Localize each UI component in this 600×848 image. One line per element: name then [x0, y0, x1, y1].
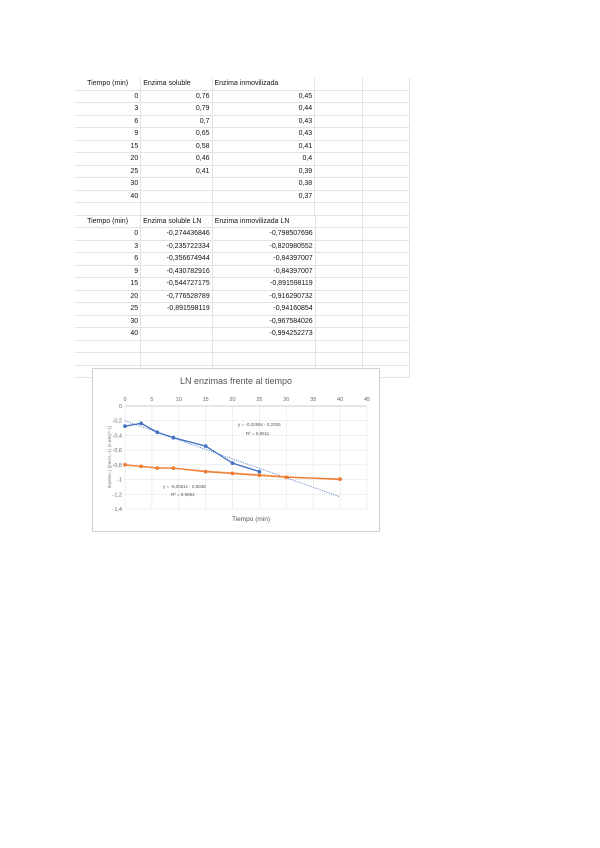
cell[interactable] [315, 128, 362, 141]
cell[interactable]: Tiempo (min) [75, 216, 141, 228]
cell[interactable] [315, 253, 362, 266]
x-tick-label: 25 [256, 397, 263, 403]
cell[interactable]: 6 [75, 115, 141, 128]
cell[interactable] [362, 290, 409, 303]
cell[interactable] [315, 228, 362, 241]
cell[interactable] [315, 78, 362, 90]
data-point [284, 475, 288, 479]
cell[interactable] [141, 315, 213, 328]
cell[interactable]: 30 [75, 315, 141, 328]
table-row [75, 315, 410, 328]
table-row [75, 228, 410, 241]
cell[interactable]: 0,45 [212, 90, 315, 103]
cell[interactable]: -0,84397007 [212, 265, 315, 278]
cell[interactable] [362, 103, 409, 116]
table-row [75, 328, 410, 341]
cell[interactable]: 0,44 [212, 103, 315, 116]
table-row [75, 303, 410, 316]
table-row [75, 140, 410, 153]
data-point [139, 465, 143, 469]
table-row [75, 115, 410, 128]
x-tick-label: 20 [229, 397, 236, 403]
cell[interactable] [315, 190, 362, 203]
cell[interactable]: 0,76 [141, 90, 212, 103]
table-row [75, 253, 410, 266]
cell[interactable] [362, 140, 409, 153]
cell[interactable] [75, 353, 141, 366]
cell[interactable] [362, 115, 409, 128]
table-row [75, 178, 410, 191]
cell[interactable]: -0,891598119 [212, 278, 315, 291]
cell[interactable] [362, 153, 409, 166]
cell[interactable] [362, 216, 409, 228]
y-tick-label: -0,2 [112, 418, 122, 425]
chart-title: LN enzimas frente al tiempo [179, 376, 293, 386]
cell[interactable]: -0,84397007 [212, 253, 315, 266]
cell[interactable] [141, 328, 213, 341]
cell[interactable]: 9 [75, 265, 141, 278]
trendline-r2-2: R² = 0,9954 [171, 492, 195, 497]
cell[interactable] [141, 178, 212, 191]
chart-panel[interactable] [92, 368, 380, 532]
cell[interactable]: -0,430782916 [141, 265, 213, 278]
trendline-equation-2: y = -0,0051x - 0,8038 [163, 484, 206, 489]
cell[interactable]: 40 [75, 190, 141, 203]
cell[interactable] [315, 203, 362, 216]
cell[interactable]: 0,43 [212, 128, 315, 141]
data-point [231, 461, 235, 465]
y-tick-label: -1,4 [112, 507, 122, 513]
cell[interactable] [141, 203, 212, 216]
cell[interactable] [362, 315, 409, 328]
table-row [75, 278, 410, 291]
cell[interactable] [362, 340, 409, 353]
cell[interactable]: 0 [75, 228, 141, 241]
cell[interactable] [315, 265, 362, 278]
data-point [231, 471, 235, 475]
cell[interactable]: 0,41 [212, 140, 315, 153]
cell[interactable] [315, 278, 362, 291]
cell[interactable]: 0,41 [141, 165, 212, 178]
cell[interactable]: 0,39 [212, 165, 315, 178]
cell[interactable]: Enzima inmovilizada [212, 78, 315, 90]
cell[interactable] [362, 78, 409, 90]
cell[interactable] [315, 353, 362, 366]
data-point [123, 463, 127, 467]
table-row [75, 90, 410, 103]
trendline-r2-1: R² = 0,9611 [246, 431, 270, 436]
cell[interactable] [315, 340, 362, 353]
cell[interactable]: 20 [75, 290, 141, 303]
x-tick-label: 5 [150, 397, 154, 403]
cell[interactable]: 15 [75, 278, 141, 291]
series-line-1 [125, 423, 259, 471]
cell[interactable] [315, 165, 362, 178]
cell[interactable] [362, 228, 409, 241]
trendline-equation-1: y = -0,0258x - 0,2025 [238, 422, 281, 427]
cell[interactable] [362, 328, 409, 341]
cell[interactable] [362, 253, 409, 266]
cell[interactable] [315, 103, 362, 116]
y-tick-label: -1 [117, 477, 122, 484]
cell[interactable]: 15 [75, 140, 141, 153]
data-point [204, 470, 208, 474]
table-row [75, 265, 410, 278]
empty-row [75, 353, 410, 366]
x-axis-label: Tiempo (min) [231, 516, 271, 523]
ln-chart [93, 369, 379, 531]
data-point [172, 436, 176, 440]
cell[interactable]: -0,967584026 [212, 315, 315, 328]
cell[interactable] [315, 328, 362, 341]
cell[interactable]: 30 [75, 178, 141, 191]
y-tick-label: 0 [118, 404, 122, 410]
cell[interactable] [362, 240, 409, 253]
cell[interactable]: Enzima soluble LN [141, 216, 213, 228]
y-tick-label: -1,2 [112, 492, 122, 499]
y-tick-label: -0,6 [112, 448, 122, 455]
cell[interactable] [362, 353, 409, 366]
table-row [75, 153, 410, 166]
cell[interactable] [362, 203, 409, 216]
cell[interactable]: 0,37 [212, 190, 315, 203]
cell[interactable]: Tiempo (min) [75, 78, 141, 90]
cell[interactable]: 3 [75, 103, 141, 116]
cell[interactable]: 9 [75, 128, 141, 141]
cell[interactable] [315, 290, 362, 303]
cell[interactable] [362, 190, 409, 203]
table-raw-data [75, 78, 410, 216]
table-row [75, 290, 410, 303]
cell[interactable] [212, 203, 315, 216]
x-tick-label: 15 [202, 397, 209, 403]
y-axis-label: ln(veloc.) [(mol·L-1)·(s·min)^-1] [107, 426, 112, 488]
cell[interactable]: -0,798507696 [212, 228, 315, 241]
cell[interactable]: 0,7 [141, 115, 212, 128]
cell[interactable]: 0,65 [141, 128, 212, 141]
cell[interactable]: Enzima inmovilizada LN [212, 216, 315, 228]
table-row [75, 240, 410, 253]
x-tick-label: 30 [283, 397, 290, 403]
cell[interactable] [315, 216, 362, 228]
x-tick-label: 45 [363, 397, 371, 403]
cell[interactable] [362, 165, 409, 178]
data-point [258, 473, 262, 477]
data-point [204, 444, 208, 448]
cell[interactable] [75, 340, 141, 353]
cell[interactable] [362, 278, 409, 291]
y-tick-label: -0,4 [112, 433, 122, 440]
cell[interactable] [315, 240, 362, 253]
cell[interactable] [362, 128, 409, 141]
data-point [139, 421, 143, 425]
cell[interactable]: 0,79 [141, 103, 212, 116]
x-tick-label: 40 [337, 397, 344, 403]
cell[interactable]: Enzima soluble [141, 78, 212, 90]
cell[interactable]: -0,994252273 [212, 328, 315, 341]
cell[interactable] [141, 353, 213, 366]
cell[interactable]: 6 [75, 253, 141, 266]
cell[interactable]: 0,38 [212, 178, 315, 191]
cell[interactable] [362, 90, 409, 103]
cell[interactable] [212, 340, 315, 353]
table-row [75, 103, 410, 116]
cell[interactable]: 0 [75, 90, 141, 103]
plot-area [113, 397, 371, 513]
cell[interactable]: -0,274436846 [141, 228, 213, 241]
data-point [123, 424, 127, 428]
cell[interactable]: 3 [75, 240, 141, 253]
cell[interactable]: 25 [75, 165, 141, 178]
data-point [155, 466, 159, 470]
cell[interactable] [362, 265, 409, 278]
cell[interactable]: 40 [75, 328, 141, 341]
data-point [258, 470, 262, 474]
cell[interactable] [315, 90, 362, 103]
table2-header-row [75, 216, 410, 228]
cell[interactable]: -0,776528789 [141, 290, 213, 303]
empty-row [75, 203, 410, 216]
cell[interactable] [362, 178, 409, 191]
x-tick-label: 0 [123, 397, 127, 403]
cell[interactable] [315, 140, 362, 153]
cell[interactable]: 0,58 [141, 140, 212, 153]
cell[interactable] [362, 303, 409, 316]
x-tick-label: 10 [175, 397, 182, 403]
cell[interactable] [315, 153, 362, 166]
cell[interactable] [315, 303, 362, 316]
cell[interactable]: 0,4 [212, 153, 315, 166]
cell[interactable]: -0,891598119 [141, 303, 213, 316]
cell[interactable] [315, 115, 362, 128]
table1-header-row [75, 78, 410, 90]
x-tick-label: 35 [310, 397, 317, 403]
cell[interactable]: 20 [75, 153, 141, 166]
data-point [172, 466, 176, 470]
table-ln-data [75, 216, 410, 379]
cell[interactable] [212, 353, 315, 366]
table-row [75, 128, 410, 141]
table-row [75, 190, 410, 203]
cell[interactable] [141, 190, 212, 203]
cell[interactable]: 0,46 [141, 153, 212, 166]
cell[interactable]: 0,43 [212, 115, 315, 128]
cell[interactable]: -0,235722334 [141, 240, 213, 253]
cell[interactable]: 25 [75, 303, 141, 316]
cell[interactable] [141, 340, 213, 353]
data-point [338, 477, 342, 481]
cell[interactable] [315, 178, 362, 191]
cell[interactable]: -0,916290732 [212, 290, 315, 303]
empty-row [75, 340, 410, 353]
spreadsheet [75, 78, 410, 378]
cell[interactable]: -0,544727175 [141, 278, 213, 291]
data-point [155, 430, 159, 434]
cell[interactable]: -0,356674944 [141, 253, 213, 266]
cell[interactable]: -0,820980552 [212, 240, 315, 253]
cell[interactable]: -0,94160854 [212, 303, 315, 316]
cell[interactable] [315, 315, 362, 328]
y-tick-label: -0,8 [112, 462, 122, 469]
cell[interactable] [75, 203, 141, 216]
table-row [75, 165, 410, 178]
